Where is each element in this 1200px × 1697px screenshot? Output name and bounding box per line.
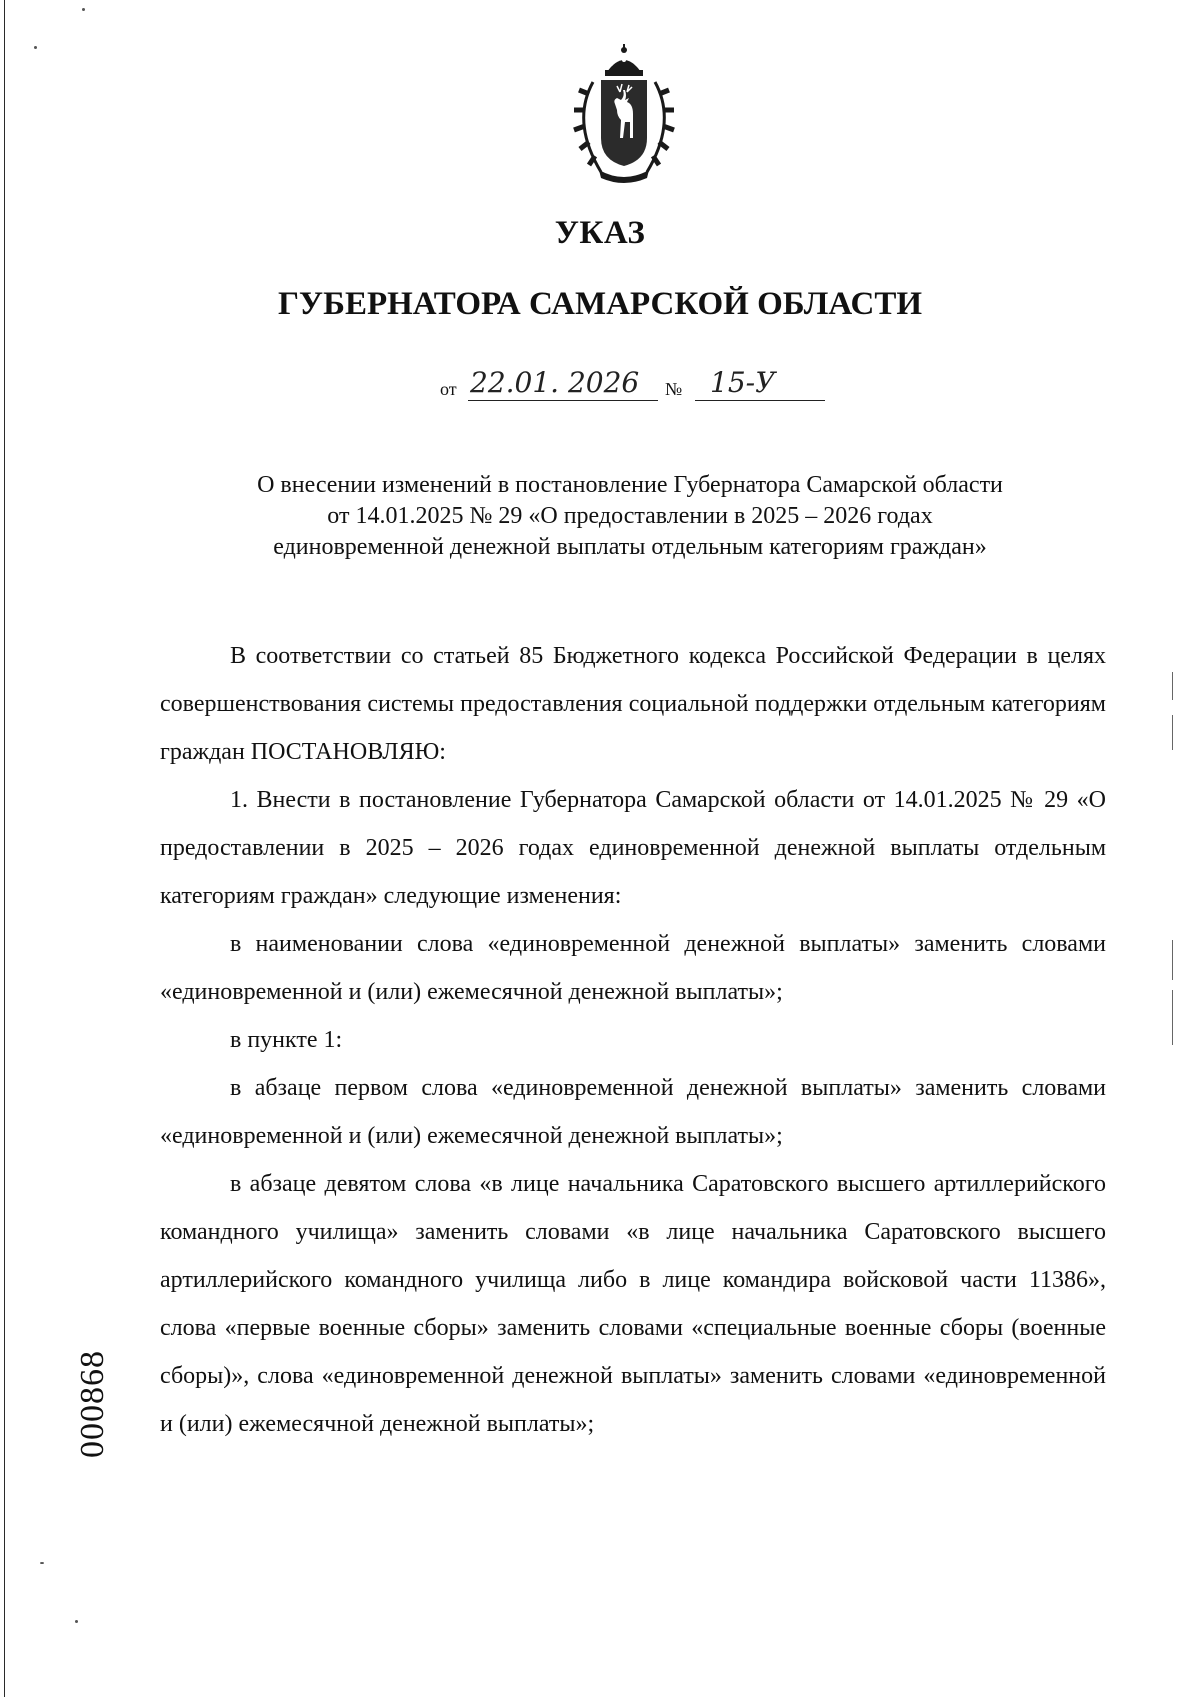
coat-of-arms-icon <box>563 42 685 184</box>
body-paragraph: в абзаце первом слова «единовременной денежной выплаты» заменить словами «единовременной и (или) ежемесячной денежной выплаты»; <box>160 1075 1106 1149</box>
document-title <box>150 470 1110 563</box>
wreath-right-icon <box>647 82 674 172</box>
body-paragraph: в наименовании слова «единовременной денежной выплаты» заменить словами «единовременной и (или) ежемесячной денежной выплаты»; <box>160 931 1106 1005</box>
body-paragraph: 1. Внести в постановление Губернатора Самарской области от 14.01.2025 № 29 «О предоставлении в 2025 – 2026 годах единовременной денежной выплаты отдельным категориям граждан» следующие изменения: <box>160 787 1106 909</box>
title-line: единовременной денежной выплаты отдельным категориям граждан» <box>273 534 987 560</box>
scan-edge-mark <box>1172 940 1173 980</box>
scan-edge-mark <box>1172 672 1173 700</box>
scan-edge-mark <box>1172 715 1173 750</box>
date-underline <box>468 400 658 401</box>
body-paragraph: в абзаце девятом слова «в лице начальника Саратовского высшего артиллерийского командного училища» заменить словами «в лице начальника Саратовского высшего артиллерийского командного училища либо в лице командира войсковой части 11386», слова «первые военные сборы» заменить словами «специальные военные сборы (военные сборы)», слова «единовременной денежной выплаты» заменить словами «единовременной и (или) ежемесячной денежной выплаты»; <box>160 1171 1106 1437</box>
page-left-edge <box>4 0 5 1697</box>
number-label: № <box>665 379 683 399</box>
date-from-label: от <box>440 379 457 399</box>
document-type: УКАЗ <box>554 215 646 251</box>
serial-number: 000868 <box>74 1350 111 1458</box>
body-paragraph: В соответствии со статьей 85 Бюджетного кодекса Российской Федерации в целях совершенствования системы предоставления социальной поддержки отдельным категориям граждан ПОСТАНОВЛЯЮ: <box>160 643 1106 765</box>
date-number-line <box>440 366 840 402</box>
body-paragraph: в пункте 1: <box>230 1027 343 1053</box>
scan-speck <box>34 46 37 49</box>
number-underline <box>695 400 825 401</box>
handwritten-number: 15-У <box>710 366 776 399</box>
handwritten-date: 22.01. 2026 <box>470 366 640 399</box>
ribbon-icon <box>599 170 649 183</box>
wreath-left-icon <box>574 82 601 172</box>
document-body <box>160 632 1106 1448</box>
scan-edge-mark <box>1172 990 1173 1045</box>
crown-icon <box>605 44 643 76</box>
document-issuer: ГУБЕРНАТОРА САМАРСКОЙ ОБЛАСТИ <box>277 286 923 322</box>
scan-speck <box>40 1562 44 1564</box>
scan-speck <box>75 1620 78 1623</box>
title-line: О внесении изменений в постановление Губернатора Самарской области <box>257 472 1003 498</box>
scan-speck <box>82 8 85 11</box>
title-line: от 14.01.2025 № 29 «О предоставлении в 2025 – 2026 годах <box>327 503 933 529</box>
